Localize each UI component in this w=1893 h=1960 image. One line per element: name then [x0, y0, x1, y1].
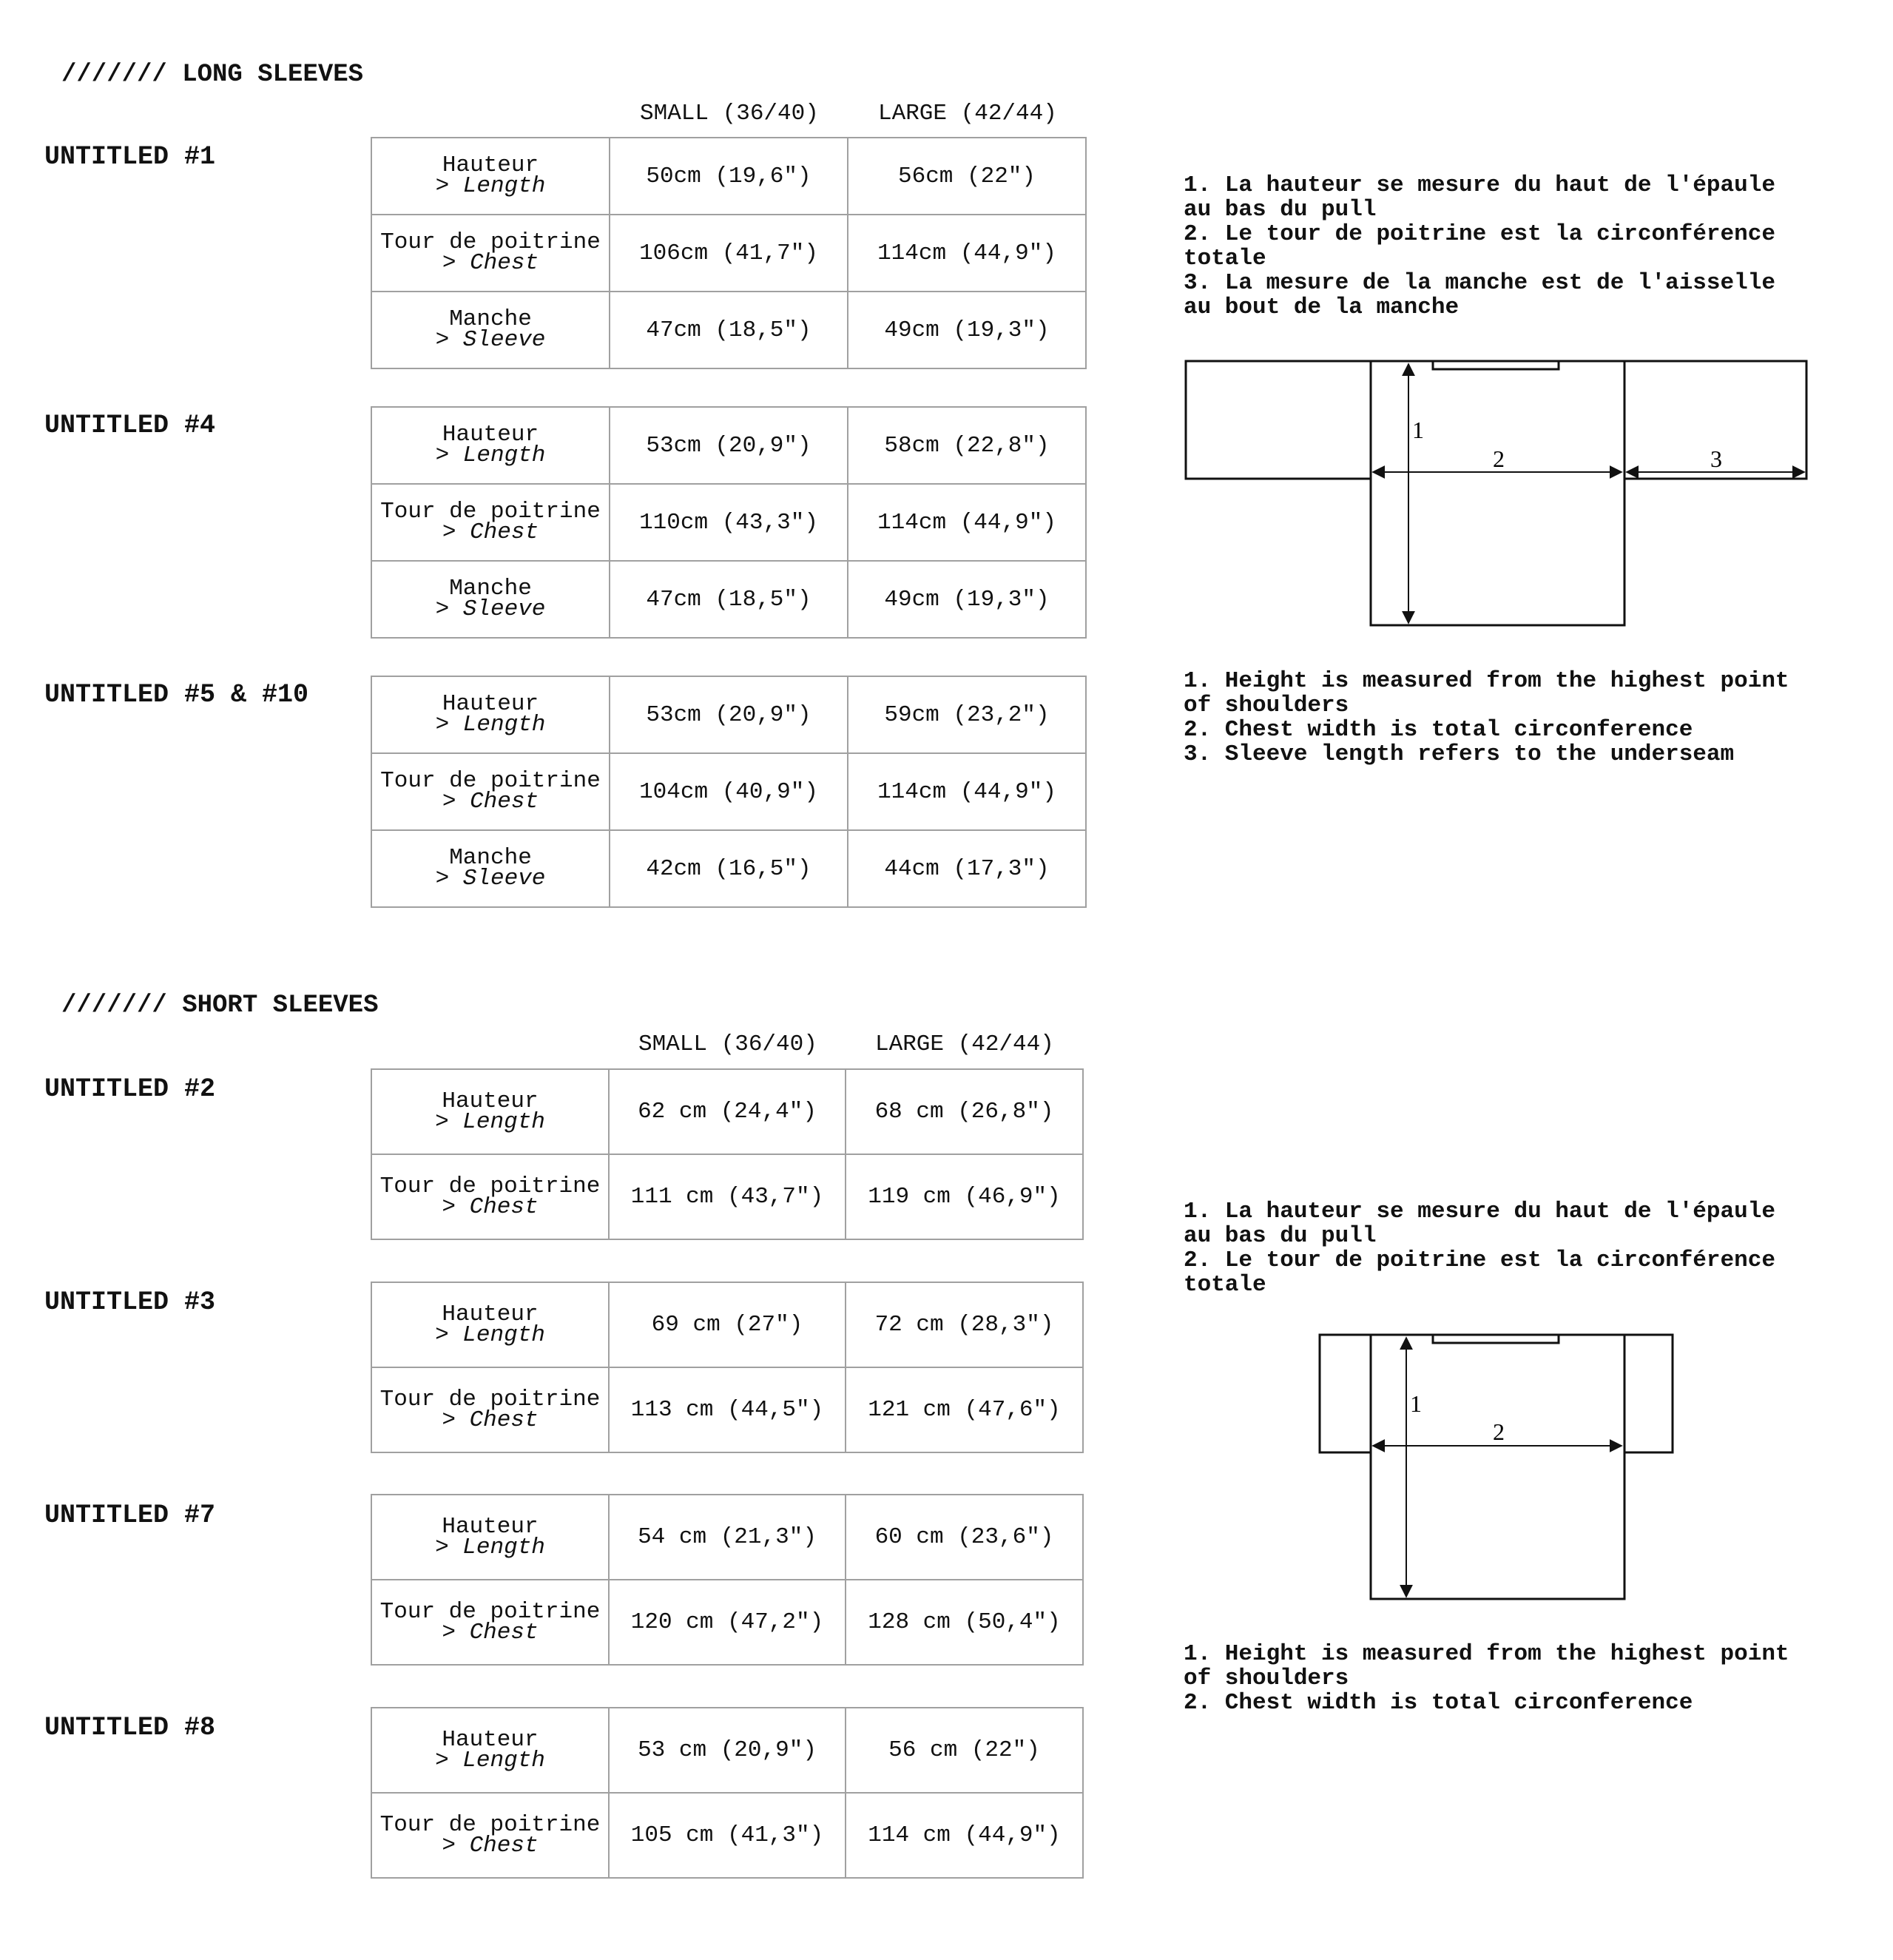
large-value: 119 cm (46,9")	[846, 1154, 1083, 1239]
table-row	[371, 292, 1086, 368]
note-line: au bout de la manche	[1184, 294, 1460, 320]
measure-label-fr: Hauteur	[442, 422, 539, 448]
table-row	[371, 830, 1086, 907]
diagram-label-chest: 2	[1493, 445, 1505, 472]
note-line: 3. Sleeve length refers to the underseam	[1184, 741, 1735, 767]
short-col-small-header: SMALL (36/40)	[638, 1031, 817, 1057]
small-value: 53cm (20,9")	[610, 407, 848, 484]
measure-label-fr: Tour de poitrine	[380, 229, 601, 255]
note-line: 2. Le tour de poitrine est la circonférence	[1184, 221, 1775, 247]
note-line: 2. Chest width is total circonference	[1184, 1690, 1693, 1716]
measure-label-fr: Hauteur	[442, 1726, 539, 1753]
table-row	[371, 1069, 1083, 1154]
small-value: 106cm (41,7")	[610, 215, 848, 292]
measure-label-en: > Chest	[442, 1193, 539, 1220]
measure-label	[371, 676, 610, 753]
measure-label-fr: Hauteur	[442, 691, 539, 717]
large-value: 49cm (19,3")	[848, 561, 1086, 638]
long-notes-en	[1184, 669, 1789, 767]
large-value: 56cm (22")	[848, 138, 1086, 215]
table-row	[371, 1154, 1083, 1239]
diagram-label-chest: 2	[1493, 1418, 1505, 1445]
measure-label-en: > Length	[435, 442, 546, 468]
left-sleeve-outline	[1186, 361, 1371, 479]
small-value: 110cm (43,3")	[610, 484, 848, 561]
measure-label-en: > Chest	[442, 519, 539, 545]
size-table	[371, 676, 1087, 908]
large-value: 56 cm (22")	[846, 1708, 1083, 1793]
size-table	[371, 1068, 1084, 1240]
table-row	[371, 1580, 1083, 1665]
small-value: 62 cm (24,4")	[609, 1069, 846, 1154]
measure-label-en: > Chest	[442, 789, 539, 815]
large-value: 72 cm (28,3")	[846, 1282, 1083, 1367]
small-value: 53 cm (20,9")	[609, 1708, 846, 1793]
table-row	[371, 1495, 1083, 1580]
measure-label	[371, 561, 610, 638]
note-line: totale	[1184, 1272, 1266, 1298]
measure-label-fr: Tour de poitrine	[379, 1598, 601, 1625]
small-value: 50cm (19,6")	[610, 138, 848, 215]
body-outline	[1371, 1335, 1624, 1599]
measure-label	[371, 138, 610, 215]
large-value: 121 cm (47,6")	[846, 1367, 1083, 1452]
measure-label-en: > Chest	[442, 250, 539, 276]
note-line: totale	[1184, 246, 1266, 272]
diagram-label-sleeve: 3	[1710, 445, 1722, 472]
note-line: of shoulders	[1184, 693, 1349, 718]
note-line: 1. Height is measured from the highest point	[1184, 668, 1789, 694]
size-table	[371, 1494, 1084, 1666]
table-row	[371, 1793, 1083, 1878]
product-name: UNTITLED #1	[44, 142, 216, 172]
long-col-small-header: SMALL (36/40)	[640, 101, 819, 127]
measure-label-fr: Hauteur	[442, 152, 539, 178]
measure-label	[371, 830, 610, 907]
large-value: 114cm (44,9")	[848, 215, 1086, 292]
measure-label-en: > Sleeve	[435, 596, 546, 622]
table-row	[371, 1367, 1083, 1452]
product-name: UNTITLED #2	[44, 1074, 216, 1104]
collar-outline	[1433, 1335, 1559, 1343]
large-value: 49cm (19,3")	[848, 292, 1086, 368]
measure-label-fr: Manche	[449, 576, 532, 602]
note-line: 1. Height is measured from the highest point	[1184, 1641, 1789, 1667]
small-value: 69 cm (27")	[609, 1282, 846, 1367]
large-value: 114 cm (44,9")	[846, 1793, 1083, 1878]
long-notes-fr	[1184, 173, 1775, 320]
table-row	[371, 561, 1086, 638]
left-sleeve-outline	[1320, 1335, 1371, 1452]
measure-label-fr: Tour de poitrine	[379, 1386, 601, 1412]
note-line: 2. Le tour de poitrine est la circonférence	[1184, 1247, 1775, 1273]
small-value: 113 cm (44,5")	[609, 1367, 846, 1452]
small-value: 104cm (40,9")	[610, 753, 848, 830]
large-value: 59cm (23,2")	[848, 676, 1086, 753]
measure-label-en: > Sleeve	[435, 866, 546, 892]
measure-label	[371, 1708, 609, 1793]
table-row	[371, 1708, 1083, 1793]
measure-label	[371, 1069, 609, 1154]
measure-label	[371, 215, 610, 292]
measure-label-en: > Length	[435, 1108, 545, 1135]
measure-label-fr: Manche	[449, 845, 532, 871]
table-row	[371, 753, 1086, 830]
note-line: of shoulders	[1184, 1666, 1349, 1691]
size-table	[371, 406, 1087, 639]
small-value: 120 cm (47,2")	[609, 1580, 846, 1665]
small-value: 105 cm (41,3")	[609, 1793, 846, 1878]
diagram-label-height: 1	[1412, 417, 1424, 443]
size-table	[371, 1707, 1084, 1879]
product-name: UNTITLED #8	[44, 1713, 216, 1742]
short-notes-en	[1184, 1642, 1789, 1715]
measure-label-fr: Tour de poitrine	[380, 499, 601, 525]
small-value: 42cm (16,5")	[610, 830, 848, 907]
size-table	[371, 1282, 1084, 1453]
diagram-label-height: 1	[1410, 1390, 1422, 1417]
large-value: 128 cm (50,4")	[846, 1580, 1083, 1665]
note-line: 3. La mesure de la manche est de l'aisselle	[1184, 270, 1775, 296]
measure-label-fr: Manche	[449, 306, 532, 332]
note-line: 1. La hauteur se mesure du haut de l'épaule	[1184, 172, 1775, 198]
note-line: au bas du pull	[1184, 197, 1377, 223]
large-value: 44cm (17,3")	[848, 830, 1086, 907]
measure-label-fr: Hauteur	[442, 1088, 539, 1114]
product-name: UNTITLED #7	[44, 1501, 216, 1530]
measure-label-fr: Hauteur	[442, 1513, 539, 1540]
table-row	[371, 138, 1086, 215]
measure-label-en: > Length	[435, 173, 546, 199]
measure-label-fr: Tour de poitrine	[380, 768, 601, 794]
measure-label-en: > Sleeve	[435, 327, 546, 353]
table-row	[371, 676, 1086, 753]
measure-label-en: > Length	[435, 1534, 545, 1560]
short-col-large-header: LARGE (42/44)	[875, 1031, 1054, 1057]
measure-label-en: > Chest	[442, 1407, 539, 1433]
collar-outline	[1433, 361, 1559, 369]
short-sleeves-title: /////// SHORT SLEEVES	[61, 991, 379, 1020]
product-name: UNTITLED #5 & #10	[44, 680, 309, 710]
small-value: 47cm (18,5")	[610, 292, 848, 368]
size-table	[371, 137, 1087, 369]
long-col-large-header: LARGE (42/44)	[878, 101, 1057, 127]
large-value: 58cm (22,8")	[848, 407, 1086, 484]
small-value: 53cm (20,9")	[610, 676, 848, 753]
measure-label	[371, 1367, 609, 1452]
measure-label	[371, 1580, 609, 1665]
long-sleeve-garment-diagram	[1180, 355, 1820, 636]
small-value: 54 cm (21,3")	[609, 1495, 846, 1580]
table-row	[371, 215, 1086, 292]
measure-label-en: > Length	[435, 1747, 545, 1774]
large-value: 114cm (44,9")	[848, 753, 1086, 830]
large-value: 114cm (44,9")	[848, 484, 1086, 561]
note-line: 2. Chest width is total circonference	[1184, 717, 1693, 743]
large-value: 68 cm (26,8")	[846, 1069, 1083, 1154]
measure-label	[371, 292, 610, 368]
short-notes-fr	[1184, 1199, 1775, 1297]
measure-label-fr: Tour de poitrine	[379, 1811, 601, 1838]
measure-label	[371, 1154, 609, 1239]
measure-label	[371, 484, 610, 561]
measure-label-en: > Length	[435, 712, 546, 738]
measure-label-en: > Chest	[442, 1832, 539, 1859]
large-value: 60 cm (23,6")	[846, 1495, 1083, 1580]
measure-label-fr: Tour de poitrine	[379, 1173, 601, 1199]
product-name: UNTITLED #3	[44, 1287, 216, 1317]
note-line: 1. La hauteur se mesure du haut de l'épaule	[1184, 1199, 1775, 1225]
measure-label	[371, 1495, 609, 1580]
right-sleeve-outline	[1624, 1335, 1673, 1452]
small-value: 111 cm (43,7")	[609, 1154, 846, 1239]
measure-label	[371, 1282, 609, 1367]
table-row	[371, 1282, 1083, 1367]
measure-label	[371, 407, 610, 484]
measure-label	[371, 1793, 609, 1878]
measure-label-en: > Chest	[442, 1619, 539, 1646]
long-sleeves-title: /////// LONG SLEEVES	[61, 61, 364, 89]
measure-label	[371, 753, 610, 830]
table-row	[371, 407, 1086, 484]
note-line: au bas du pull	[1184, 1223, 1377, 1249]
measure-label-fr: Hauteur	[442, 1301, 539, 1327]
product-name: UNTITLED #4	[44, 411, 216, 440]
short-sleeve-garment-diagram	[1317, 1332, 1687, 1613]
small-value: 47cm (18,5")	[610, 561, 848, 638]
measure-label-en: > Length	[435, 1321, 545, 1348]
table-row	[371, 484, 1086, 561]
